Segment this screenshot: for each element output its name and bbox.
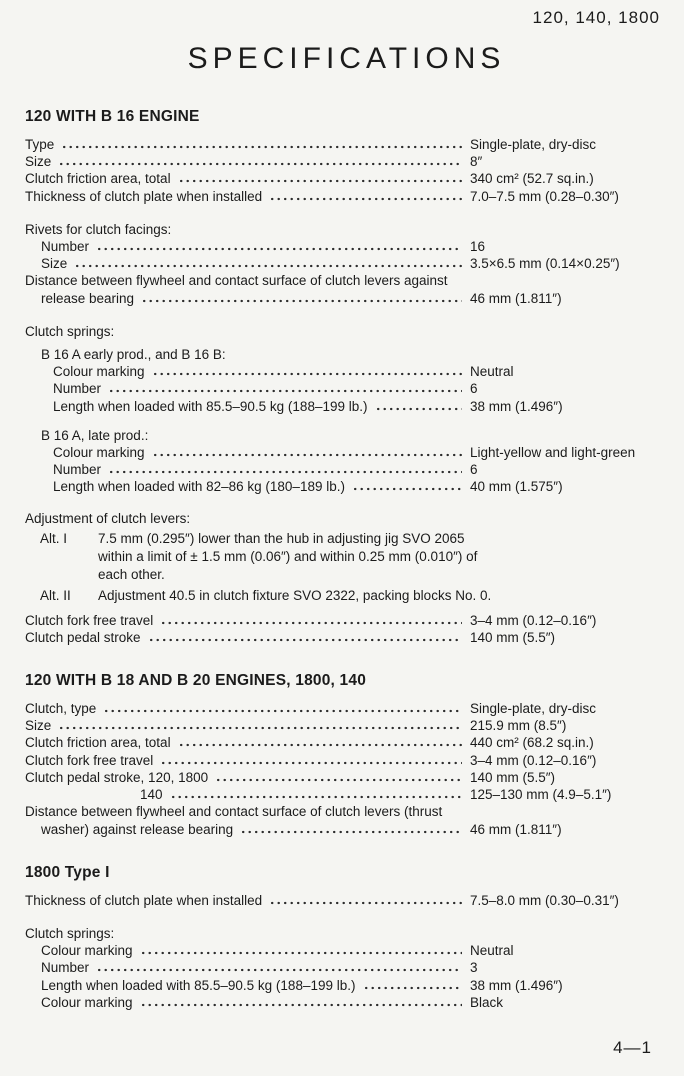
spec-label: Clutch pedal stroke, 120, 1800 [25, 769, 209, 785]
spec-label: Colour marking [53, 445, 145, 461]
spec-value: 7.0–7.5 mm (0.28–0.30″) [470, 188, 619, 204]
alternative-item [25, 530, 668, 585]
spec-value: 140 mm (5.5″) [470, 629, 556, 645]
dot-leader [217, 771, 462, 782]
dot-leader [143, 292, 462, 303]
spec-label: Length when loaded with 85.5–90.5 kg (188–199 lb.) [41, 977, 356, 993]
spec-value: 46 mm (1.811″) [470, 821, 562, 837]
section-120-b16 [25, 108, 668, 646]
spec-label: Clutch fork free travel [25, 752, 154, 768]
spec-value: 6 [470, 462, 478, 478]
spec-label: 140 [140, 787, 163, 803]
alternative-item [25, 587, 668, 605]
spec-row [25, 153, 668, 170]
spec-label: Clutch friction area, total [25, 735, 171, 751]
dot-leader [60, 155, 462, 166]
section-heading: 120 WITH B 18 AND B 20 ENGINES, 1800, 140 [25, 672, 367, 690]
spec-value: 3–4 mm (0.12–0.16″) [470, 752, 597, 768]
spec-row [25, 821, 668, 838]
spec-label: Colour marking [53, 364, 145, 380]
spec-label: Thickness of clutch plate when installed [25, 188, 263, 204]
group-label: Clutch springs: [25, 323, 115, 339]
spec-row [25, 700, 668, 717]
dot-leader [105, 702, 462, 713]
dot-leader [110, 382, 462, 393]
dot-leader [63, 138, 462, 149]
spec-row [25, 994, 668, 1011]
dot-leader [142, 996, 462, 1007]
alt-marker: Alt. I [40, 530, 68, 546]
dot-leader [142, 944, 462, 955]
spec-row [25, 977, 668, 994]
spec-label: Number [53, 381, 102, 397]
dot-leader [180, 736, 462, 747]
spec-value: 3 [470, 960, 478, 976]
subgroup-label: B 16 A, late prod.: [41, 427, 149, 443]
spec-row [25, 769, 668, 786]
spec-row [25, 170, 668, 187]
spec-label: Number [41, 239, 90, 255]
subgroup-label: B 16 A early prod., and B 16 B: [41, 347, 226, 363]
spec-value: 46 mm (1.811″) [470, 290, 562, 306]
spec-row [25, 734, 668, 751]
spec-row [25, 892, 668, 909]
spec-row [25, 461, 668, 478]
spec-value: Light-yellow and light-green [470, 445, 636, 461]
spec-label: release bearing [41, 290, 135, 306]
spec-label: Clutch friction area, total [25, 171, 171, 187]
dot-leader [271, 894, 462, 905]
dot-leader [76, 257, 462, 268]
dot-leader [365, 979, 463, 990]
spec-label: washer) against release bearing [41, 821, 234, 837]
spec-value: 16 [470, 239, 486, 255]
spec-row [25, 188, 668, 205]
spec-row [25, 942, 668, 959]
group-label: Clutch springs: [25, 925, 115, 941]
spec-value: 340 cm² (52.7 sq.in.) [470, 171, 594, 187]
spec-row [25, 363, 668, 380]
spec-label: Length when loaded with 82–86 kg (180–189 lb.) [53, 479, 345, 495]
spec-value: Single-plate, dry-disc [470, 701, 597, 717]
dot-leader [271, 190, 462, 201]
dot-leader [180, 172, 462, 183]
spec-row [25, 380, 668, 397]
dot-leader [162, 614, 462, 625]
spec-value: 125–130 mm (4.9–5.1″) [470, 787, 612, 803]
page-title: SPECIFICATIONS [187, 42, 506, 75]
spec-value: 6 [470, 381, 478, 397]
spec-row [25, 238, 668, 255]
spec-value: Neutral [470, 943, 514, 959]
spec-value: 3–4 mm (0.12–0.16″) [470, 612, 597, 628]
section-120-b18-b20 [25, 672, 668, 838]
spec-label: Type [25, 137, 55, 152]
spec-label: Thickness of clutch plate when installed [25, 892, 263, 908]
spec-label: Colour marking [41, 994, 133, 1010]
section-heading: 1800 Type I [25, 863, 110, 881]
spec-label: Number [41, 960, 90, 976]
spec-row [25, 290, 668, 307]
alt-marker: Alt. II [40, 588, 71, 604]
spec-value: Black [470, 994, 504, 1010]
section-1800-type-1 [25, 864, 668, 1011]
spec-label: Number [53, 462, 102, 478]
spec-value: Single-plate, dry-disc [470, 137, 597, 152]
alt-text: 7.5 mm (0.295″) lower than the hub in adjusting jig SVO 2065 within a limit of ± 1.5 mm (0.06″) and within 0.25 mm (0.010″) of each other. [98, 530, 478, 583]
alt-text: Adjustment 40.5 in clutch fixture SVO 2322, packing blocks No. 0. [98, 588, 492, 604]
spec-label-wrap-line: Distance between flywheel and contact surface of clutch levers against [25, 273, 448, 289]
spec-row [25, 478, 668, 495]
spec-value: 440 cm² (68.2 sq.in.) [470, 735, 594, 751]
dot-leader [154, 446, 462, 457]
spec-value: 38 mm (1.496″) [470, 977, 563, 993]
models-header: 120, 140, 1800 [532, 8, 660, 27]
spec-label: Length when loaded with 85.5–90.5 kg (188–199 lb.) [53, 398, 368, 414]
spec-row [25, 136, 668, 153]
dot-leader [98, 961, 462, 972]
dot-leader [242, 823, 462, 834]
group-label: Rivets for clutch facings: [25, 221, 172, 237]
spec-row [25, 786, 668, 803]
dot-leader [154, 365, 462, 376]
dot-leader [162, 754, 462, 765]
spec-value: 38 mm (1.496″) [470, 398, 563, 414]
dot-leader [172, 788, 462, 799]
spec-row [25, 255, 668, 272]
spec-row [25, 612, 668, 629]
spec-row [25, 444, 668, 461]
spec-row [25, 752, 668, 769]
spec-label: Clutch fork free travel [25, 612, 154, 628]
spec-label: Size [25, 154, 52, 170]
page-number: 4—1 [613, 1038, 652, 1057]
dot-leader [377, 400, 463, 411]
spec-value: 140 mm (5.5″) [470, 769, 556, 785]
dot-leader [150, 631, 462, 642]
dot-leader [60, 719, 462, 730]
spec-value: 215.9 mm (8.5″) [470, 718, 567, 734]
spec-value: Neutral [470, 364, 514, 380]
dot-leader [354, 480, 462, 491]
section-heading: 120 WITH B 16 ENGINE [25, 108, 200, 125]
spec-label: Clutch, type [25, 701, 97, 717]
spec-label: Clutch pedal stroke [25, 629, 141, 645]
dot-leader [98, 240, 462, 251]
spec-value: 8″ [470, 154, 483, 170]
spec-value: 40 mm (1.575″) [470, 479, 563, 495]
spec-row [25, 717, 668, 734]
spec-label: Size [25, 718, 52, 734]
spec-value: 7.5–8.0 mm (0.30–0.31″) [470, 892, 619, 908]
spec-value: 3.5×6.5 mm (0.14×0.25″) [470, 256, 620, 272]
spec-label: Colour marking [41, 943, 133, 959]
spec-row [25, 959, 668, 976]
group-label: Adjustment of clutch levers: [25, 510, 191, 526]
spec-row [25, 629, 668, 646]
spec-label: Size [41, 256, 68, 272]
spec-label-wrap-line: Distance between flywheel and contact surface of clutch levers (thrust [25, 804, 443, 820]
spec-row [25, 398, 668, 415]
dot-leader [110, 463, 462, 474]
